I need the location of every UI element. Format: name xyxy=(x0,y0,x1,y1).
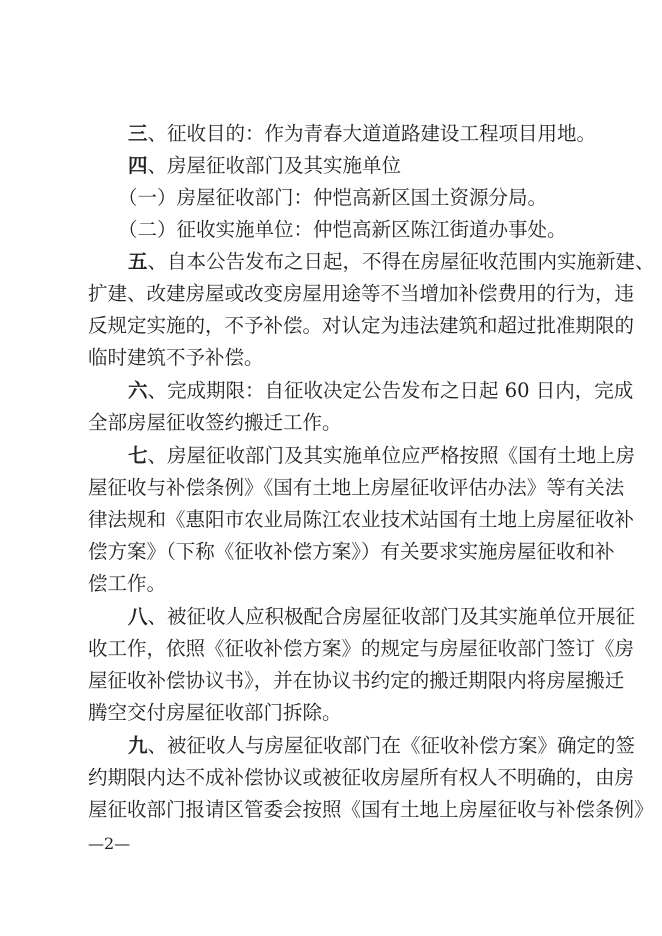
text-line xyxy=(128,730,636,762)
line-text: 屋征收补偿协议书》，并在协议书约定的搬迁期限内将房屋搬迁 xyxy=(88,669,625,692)
text-line xyxy=(88,633,635,665)
line-text: 、被征收人应积极配合房屋征收部门及其实施单位开展征 xyxy=(147,605,636,628)
text-line xyxy=(88,665,625,697)
text-line xyxy=(88,342,575,374)
text-line xyxy=(128,150,575,182)
text-line xyxy=(128,118,597,150)
text-line xyxy=(128,440,636,472)
text-line xyxy=(88,762,635,794)
line-text: 屋征收部门报请区管委会按照《国有土地上房屋征收与补偿条例》 xyxy=(88,798,654,821)
line-text: 、被征收人与房屋征收部门在《征收补偿方案》确定的签 xyxy=(147,734,636,757)
section-number: 四 xyxy=(128,154,148,177)
text-line xyxy=(128,375,634,407)
line-text: 临时建筑不予补偿。 xyxy=(88,346,264,369)
text-line xyxy=(88,697,575,729)
line-text: 扩建、改建房屋或改变房屋用途等不当增加补偿费用的行为，违 xyxy=(88,282,635,305)
text-line xyxy=(88,504,635,536)
text-line xyxy=(88,278,635,310)
text-line xyxy=(118,182,575,214)
text-line xyxy=(88,310,635,342)
line-text: （二）征收实施单位：仲恺高新区陈江街道办事处。 xyxy=(118,218,567,241)
line-text: 腾空交付房屋征收部门拆除。 xyxy=(88,701,342,724)
section-number: 七 xyxy=(128,444,148,467)
text-line xyxy=(88,568,575,600)
line-text: 、自本公告发布之日起，不得在房屋征收范围内实施新建、 xyxy=(147,250,655,273)
line-text: 偿方案》（下称《征收补偿方案》）有关要求实施房屋征收和补 xyxy=(88,540,615,563)
text-line xyxy=(88,407,575,439)
section-number: 五 xyxy=(128,250,148,273)
line-text: 全部房屋征收签约搬迁工作。 xyxy=(88,411,342,434)
text-line xyxy=(128,246,655,278)
line-text: 反规定实施的，不予补偿。对认定为违法建筑和超过批准期限的 xyxy=(88,314,635,337)
line-text: 收工作，依照《征收补偿方案》的规定与房屋征收部门签订《房 xyxy=(88,637,635,660)
section-number: 三 xyxy=(128,122,148,145)
line-text: 、完成期限：自征收决定公告发布之日起 60 日内，完成 xyxy=(147,379,634,402)
text-line xyxy=(118,214,575,246)
line-text: 偿工作。 xyxy=(88,572,167,595)
text-line xyxy=(88,536,615,568)
section-number: 八 xyxy=(128,605,148,628)
line-text: 、房屋征收部门及其实施单位 xyxy=(147,154,402,177)
section-number: 九 xyxy=(128,734,148,757)
line-text: 约期限内达不成补偿协议或被征收房屋所有权人不明确的，由房 xyxy=(88,766,635,789)
line-text: 、房屋征收部门及其实施单位应严格按照《国有土地上房 xyxy=(147,444,636,467)
line-text: 律法规和《惠阳市农业局陈江农业技术站国有土地上房屋征收补 xyxy=(88,508,635,531)
line-text: 、征收目的：作为青春大道道路建设工程项目用地。 xyxy=(147,122,597,145)
page-number: —2— xyxy=(88,834,131,853)
line-text: （一）房屋征收部门：仲恺高新区国土资源分局。 xyxy=(118,186,548,209)
text-line xyxy=(88,794,654,826)
text-line xyxy=(128,601,636,633)
text-line xyxy=(88,472,625,504)
line-text: 屋征收与补偿条例》《国有土地上房屋征收评估办法》等有关法 xyxy=(88,476,625,499)
section-number: 六 xyxy=(128,379,148,402)
